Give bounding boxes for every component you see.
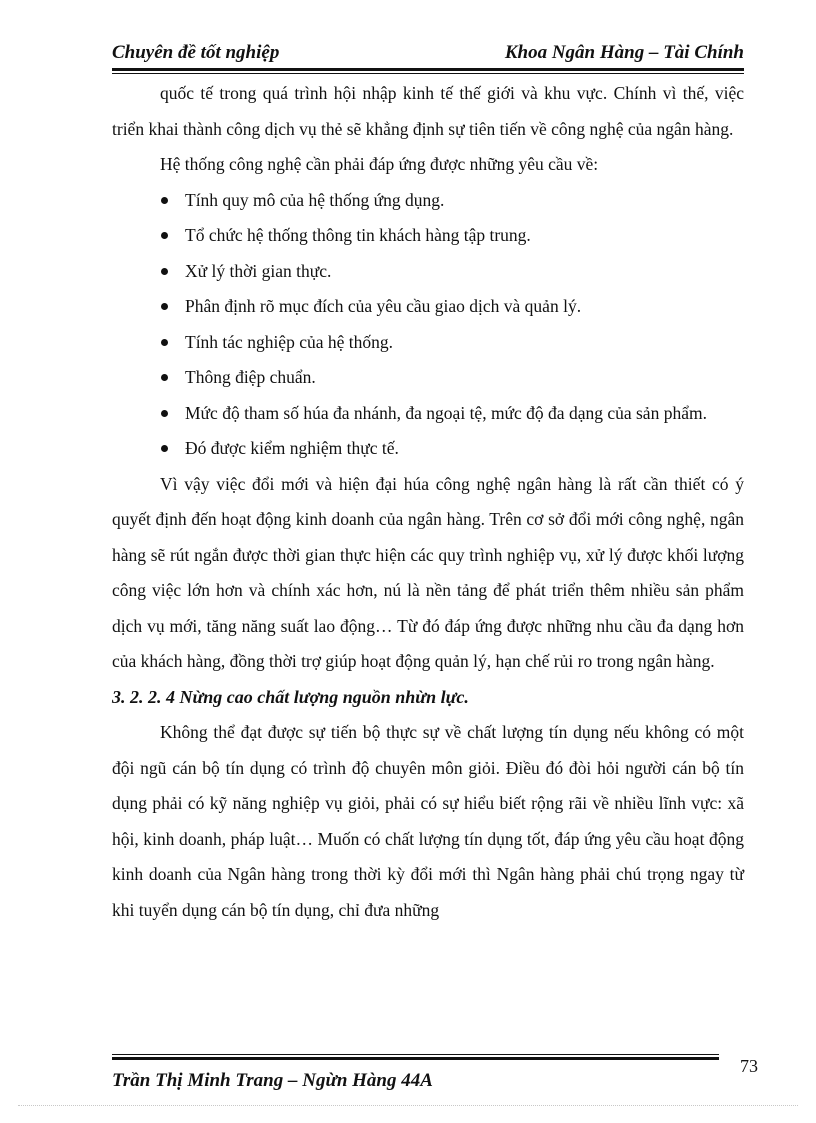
list-item xyxy=(112,360,744,396)
bullet-icon xyxy=(161,303,168,310)
list-item xyxy=(112,431,744,467)
paragraph-requirements-lead: Hệ thống công nghệ cần phải đáp ứng được những yêu cầu về: xyxy=(160,154,599,174)
header-divider xyxy=(112,68,744,74)
list-item xyxy=(112,254,744,290)
bullet-icon xyxy=(161,197,168,204)
header-faculty: Khoa Ngân Hàng – Tài Chính xyxy=(504,42,744,63)
bullet-icon xyxy=(161,339,168,346)
bullet-icon xyxy=(161,445,168,452)
paragraph-human-resources: Không thể đạt được sự tiến bộ thực sự về chất lượng tín dụng nếu không có một đội ngũ cán bộ tín dụng có trình độ chuyên môn giỏi. Điều đó đòi hỏi người cán bộ tín dụng phải có kỹ năng nghiệp vụ giỏi, phải có sự hiểu biết rộng rãi về nhiều lĩnh vực: xã hội, kinh doanh, pháp luật… Muốn có chất lượng tín dụng tốt, đáp ứng yêu cầu hoạt động kinh doanh của Ngân hàng trong thời kỳ đổi mới thì Ngân hàng phải chú trọng ngay từ khi tuyển dụng cán bộ tín dụng, chỉ đưa những xyxy=(112,722,744,920)
list-item xyxy=(112,325,744,361)
footer-author: Trần Thị Minh Trang – Ngừn Hàng 44A xyxy=(112,1070,433,1091)
page-body xyxy=(112,76,744,928)
page-edge-line xyxy=(18,1105,798,1106)
list-item-text: Phân định rõ mục đích của yêu cầu giao dịch và quản lý. xyxy=(185,296,582,316)
paragraph-technology-conclusion: Vì vậy việc đổi mới và hiện đại húa công nghệ ngân hàng là rất cần thiết có ý quyết định đến hoạt động kinh doanh của ngân hàng. Trên cơ sở đổi mới công nghệ, ngân hàng sẽ rút ngắn được thời gian thực hiện các quy trình nghiệp vụ, xử lý được khối lượng công việc lớn hơn và chính xác hơn, nú là nền tảng để phát triển thêm nhiều sản phẩm dịch vụ mới, tăng năng suất lao động… Từ đó đáp ứng được những nhu cầu đa dạng hơn của khách hàng, đồng thời trợ giúp hoạt động quản lý, hạn chế rủi ro trong ngân hàng. xyxy=(112,473,744,671)
list-item-text: Tính quy mô của hệ thống ứng dụng. xyxy=(185,189,445,210)
bullet-icon xyxy=(161,232,168,239)
section-heading: 3. 2. 2. 4 Nừng cao chất lượng nguồn nhừn lực. xyxy=(112,686,469,707)
list-item xyxy=(112,218,744,254)
list-item xyxy=(112,183,744,219)
list-item-text: Thông điệp chuẩn. xyxy=(185,367,316,387)
bullet-icon xyxy=(161,410,168,417)
list-item xyxy=(112,289,744,325)
list-item-text: Đó được kiểm nghiệm thực tế. xyxy=(185,438,399,458)
requirements-list xyxy=(112,183,744,467)
list-item xyxy=(112,396,744,432)
paragraph-intro: quốc tế trong quá trình hội nhập kinh tế thế giới và khu vực. Chính vì thế, việc triển khai thành công dịch vụ thẻ sẽ khẳng định sự tiên tiến về công nghệ của ngân hàng. xyxy=(112,83,744,139)
page-header xyxy=(112,40,744,70)
page-number: 73 xyxy=(740,1056,758,1076)
bullet-icon xyxy=(161,268,168,275)
bullet-icon xyxy=(161,374,168,381)
list-item-text: Tính tác nghiệp của hệ thống. xyxy=(185,331,393,352)
page-footer xyxy=(112,1052,758,1102)
list-item-text: Mức độ tham số húa đa nhánh, đa ngoại tệ, mức độ đa dạng của sản phẩm. xyxy=(185,402,707,423)
footer-divider xyxy=(112,1054,719,1060)
list-item-text: Xử lý thời gian thực. xyxy=(185,260,332,281)
header-document-type: Chuyên đề tốt nghiệp xyxy=(112,42,280,63)
list-item-text: Tổ chức hệ thống thông tin khách hàng tập trung. xyxy=(185,225,531,245)
